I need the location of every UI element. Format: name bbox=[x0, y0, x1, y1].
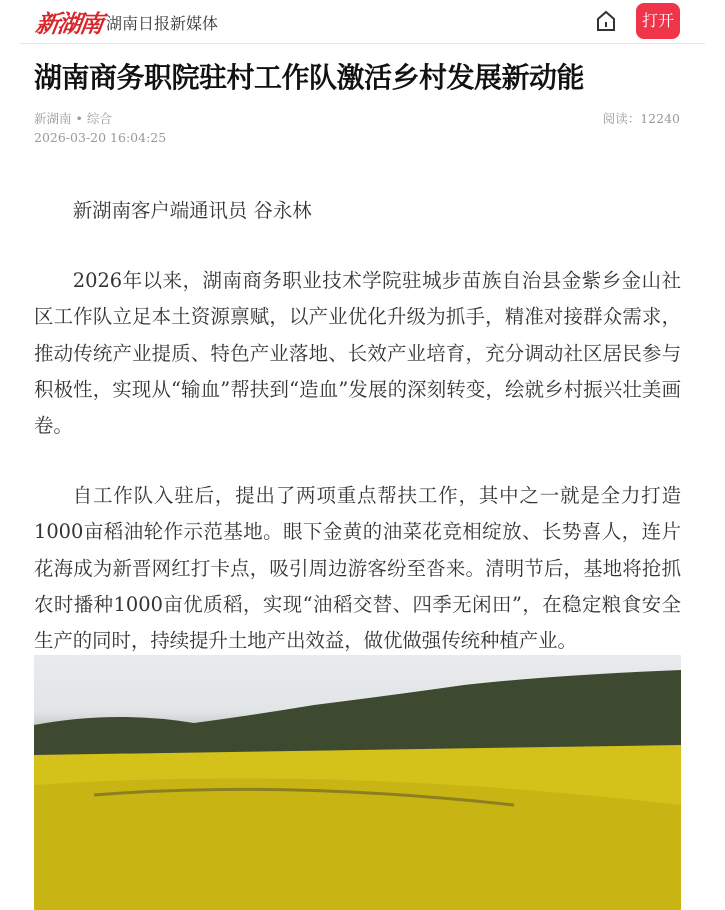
article-source: 新湖南 • 综合 bbox=[34, 111, 112, 126]
article-meta bbox=[34, 109, 166, 147]
article-body bbox=[34, 193, 681, 693]
byline: 新湖南客户端通讯员 谷永林 bbox=[72, 199, 312, 222]
article-photo-rapeseed-field[interactable] bbox=[34, 655, 681, 910]
article-datetime: 2026-03-20 16:04:25 bbox=[34, 130, 167, 145]
logo[interactable]: 新湖南 bbox=[33, 9, 104, 38]
paragraph: 2026年以来，湖南商务职业技术学院驻城步苗族自治县金紫乡金山社区工作队立足本土资源禀赋，以产业优化升级为抓手，精准对接群众需求，推动传统产业提质、特色产业落地、长效产业培育，充分调动社区居民参与积极性，实现从“输血”帮扶到“造血”发展的深刻转变，绘就乡村振兴壮美画卷。 bbox=[34, 269, 681, 438]
read-count: 阅读：12240 bbox=[602, 111, 680, 126]
top-bar bbox=[20, 0, 705, 44]
article-title: 湖南商务职院驻村工作队激活乡村发展新动能 bbox=[34, 61, 585, 94]
paragraph: 自工作队入驻后，提出了两项重点帮扶工作，其中之一就是全力打造1000亩稻油轮作示范基地。眼下金黄的油菜花竞相绽放、长势喜人，连片花海成为新晋网红打卡点，吸引周边游客纷至沓来。清明节后，基地将抢抓农时播种1000亩优质稻，实现“油稻交替、四季无闲田”，在稳定粮食安全生产的同时，持续提升土地产出效益，做优做强传统种植产业。 bbox=[34, 484, 681, 653]
open-app-button[interactable]: 打开 bbox=[636, 3, 680, 39]
brand-name: 湖南日报新媒体 bbox=[106, 14, 219, 33]
photo-illustration bbox=[34, 655, 681, 910]
home-icon[interactable] bbox=[594, 9, 618, 33]
